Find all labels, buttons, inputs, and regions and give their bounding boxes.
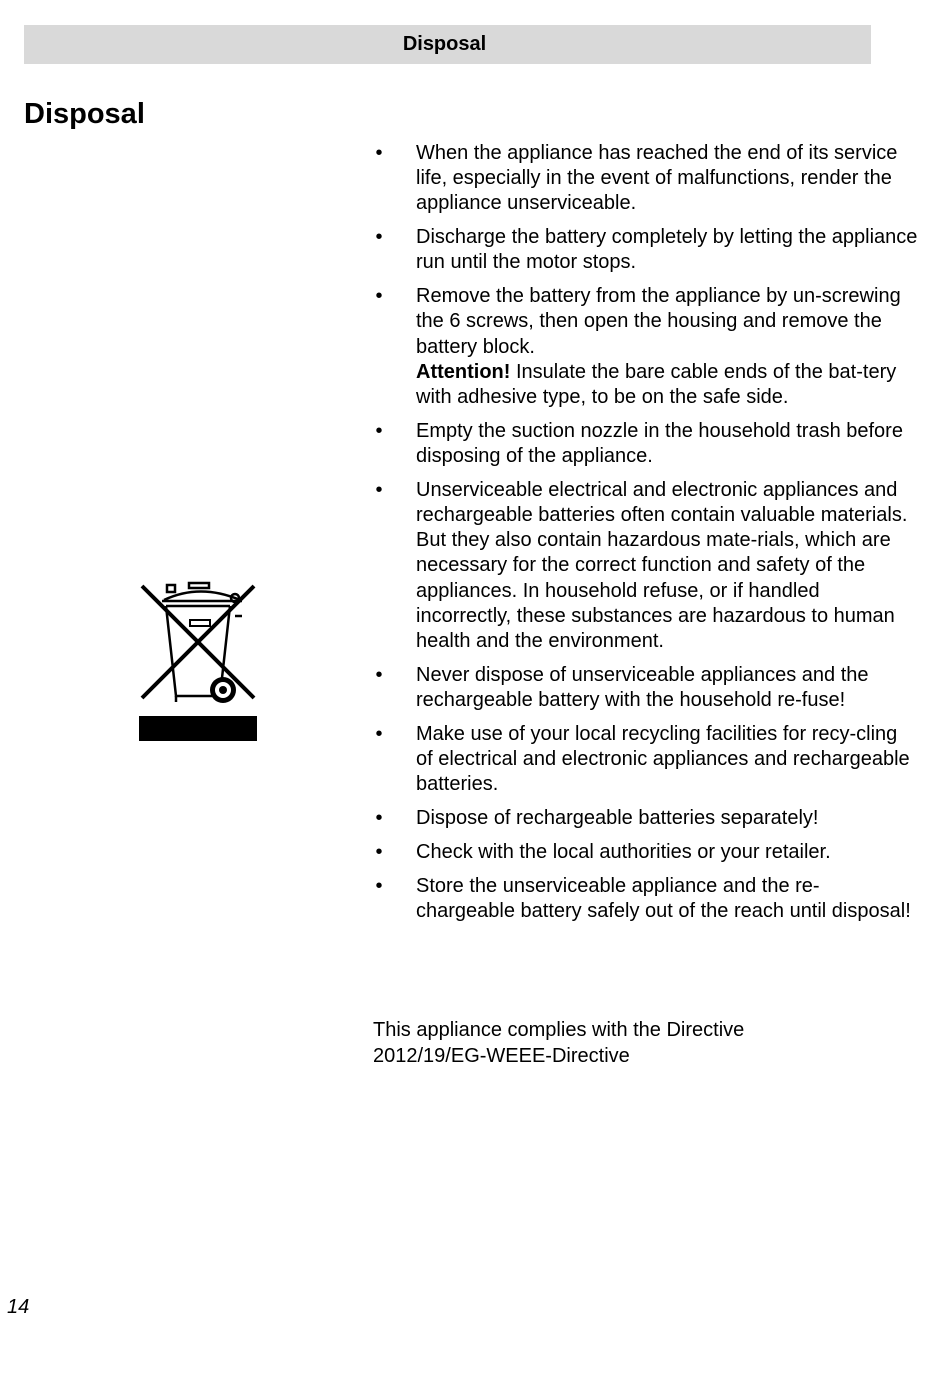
list-item-text: Empty the suction nozzle in the household trash before disposing of the appliance.: [416, 419, 903, 468]
list-item: [368, 419, 918, 469]
list-item-text: Discharge the battery completely by letting the appliance run until the motor stops.: [416, 226, 918, 274]
bullet-icon: •: [375, 807, 383, 830]
compliance-line-2: 2012/19/EG-WEEE-Directive: [373, 1045, 630, 1067]
compliance-statement: [373, 1017, 893, 1069]
bullet-icon: •: [375, 142, 383, 164]
bullet-icon: •: [375, 285, 383, 308]
list-item: [368, 284, 918, 410]
list-item-text: Check with the local authorities or your retailer.: [416, 840, 831, 863]
weee-bar: [139, 716, 257, 741]
list-item: [368, 141, 918, 217]
compliance-line-1: This appliance complies with the Directive: [373, 1019, 745, 1041]
list-item-text: When the appliance has reached the end of its service life, especially in the event of malfunctions, render the appliance unserviceable.: [416, 142, 898, 215]
list-item: [368, 806, 918, 831]
list-item: [368, 478, 918, 654]
crossed-out-wheelie-bin-icon: [136, 578, 260, 744]
bullet-icon: •: [375, 419, 383, 442]
section-title: Disposal: [24, 98, 145, 130]
bullet-icon: •: [375, 874, 383, 897]
list-item: [368, 874, 918, 924]
list-item-text: Never dispose of unserviceable appliances and the rechargeable battery with the household re-fuse!: [416, 663, 869, 712]
list-item: [368, 663, 918, 713]
page-header: [24, 25, 871, 64]
attention-label: Attention!: [416, 360, 511, 383]
list-item-text: Remove the battery from the appliance by un-screwing the 6 screws, then open the housing and remove the battery block.: [416, 285, 901, 358]
list-item: [368, 225, 918, 275]
bullet-icon: •: [375, 663, 383, 686]
list-item-text: Store the unserviceable appliance and the re-chargeable battery safely out of the reach until disposal!: [416, 874, 911, 922]
list-item: [368, 840, 918, 865]
bullet-icon: •: [375, 226, 383, 249]
disposal-instructions-list: [368, 141, 918, 933]
bullet-icon: •: [375, 722, 383, 745]
list-item-text: Unserviceable electrical and electronic appliances and rechargeable batteries often contain valuable materials. But they also contain hazardous mate-rials, which are necessary for the correct function and safety of the appliances. In household refuse, or if handled incorrectly, these substances are hazardous to human health and the environment.: [416, 478, 908, 653]
attention-text: Insulate the bare cable ends of the bat-tery with adhesive type, to be on the safe side.: [416, 360, 897, 409]
bullet-icon: •: [375, 478, 383, 501]
header-title: Disposal: [402, 33, 487, 55]
bullet-icon: •: [375, 840, 383, 863]
attention-note: [416, 360, 918, 410]
list-item-text: Dispose of rechargeable batteries separately!: [416, 807, 819, 830]
list-item: [368, 722, 918, 798]
page-number: 14: [7, 1296, 30, 1318]
list-item-text: Make use of your local recycling facilities for recy-cling of electrical and electronic appliances and rechargeable batteries.: [416, 722, 910, 796]
